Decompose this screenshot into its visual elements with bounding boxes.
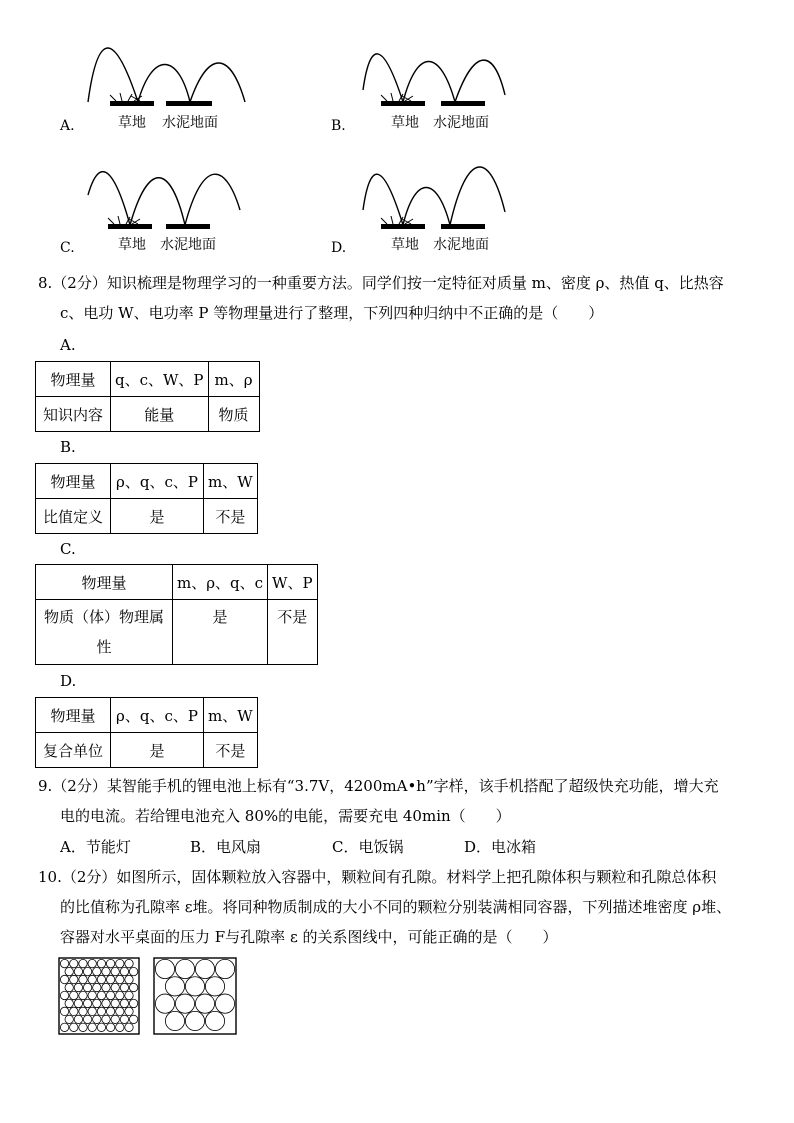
bounce-figure-d <box>355 150 515 240</box>
particle <box>106 991 114 999</box>
table-row <box>36 362 260 397</box>
table-row <box>36 600 318 665</box>
particle <box>125 991 133 999</box>
question-8-line1: 8.（2分）知识梳理是物理学习的一种重要方法。同学们按一定特征对质量 m、密度 ρ、热值 q、比热容 <box>38 274 724 292</box>
table-cell: ρ、q、c、P <box>111 464 204 499</box>
particle <box>83 999 91 1007</box>
bounce-figure-b <box>355 40 515 120</box>
particle <box>111 999 119 1007</box>
particle <box>60 975 68 983</box>
particle <box>83 1015 91 1023</box>
particle <box>116 959 124 967</box>
particle <box>155 959 174 978</box>
particle <box>125 975 133 983</box>
particle <box>205 1011 224 1030</box>
particle <box>97 959 105 967</box>
particle <box>88 959 96 967</box>
particle <box>65 1015 73 1023</box>
particle <box>65 999 73 1007</box>
particle <box>129 999 137 1007</box>
bounce-figure-a <box>80 40 250 120</box>
cement-label: 水泥地面 <box>433 237 489 253</box>
particle <box>97 975 105 983</box>
q8-option-c-letter: C. <box>60 540 76 558</box>
table-cell: 物质 <box>208 397 259 432</box>
particle <box>116 991 124 999</box>
particle <box>129 983 137 991</box>
particle <box>74 983 82 991</box>
particle <box>111 967 119 975</box>
particle <box>175 959 194 978</box>
particle <box>111 1015 119 1023</box>
particle <box>60 1023 68 1031</box>
particle <box>195 959 214 978</box>
option-letter: C. <box>60 240 75 256</box>
bounce-figure-c <box>80 160 250 240</box>
particle <box>79 1023 87 1031</box>
table-cell: 能量 <box>111 397 209 432</box>
particle <box>165 977 184 996</box>
particle <box>125 959 133 967</box>
table-cell: 比值定义 <box>36 499 111 534</box>
particle <box>79 1007 87 1015</box>
particle <box>102 983 110 991</box>
particle <box>88 991 96 999</box>
table-cell: m、ρ、q、c <box>173 565 268 600</box>
table-cell: 物理量 <box>36 565 173 600</box>
particle <box>129 1015 137 1023</box>
q8-option-a-table <box>35 361 260 432</box>
cement-label: 水泥地面 <box>433 115 489 131</box>
particle <box>106 975 114 983</box>
q9-option-b: B．电风扇 <box>190 838 262 856</box>
particle <box>83 967 91 975</box>
option-letter: B. <box>331 118 346 134</box>
particle <box>125 1023 133 1031</box>
particle <box>93 1015 101 1023</box>
particle <box>111 983 119 991</box>
q9-option-d: D．电冰箱 <box>464 838 537 856</box>
table-row <box>36 499 258 534</box>
question-10 <box>38 862 768 952</box>
particle <box>93 999 101 1007</box>
particle <box>120 999 128 1007</box>
particle <box>120 1015 128 1023</box>
particle <box>83 983 91 991</box>
particle <box>88 975 96 983</box>
particle <box>93 967 101 975</box>
question-10-line3: 容器对水平桌面的压力 F与孔隙率 ε 的关系图线中，可能正确的是（ ） <box>60 928 558 946</box>
table-cell: m、W <box>204 698 258 733</box>
table-row <box>36 698 258 733</box>
question-9 <box>38 771 768 831</box>
grass-label: 草地 <box>118 115 146 131</box>
cement-label: 水泥地面 <box>160 237 216 253</box>
particle <box>185 977 204 996</box>
particle <box>116 975 124 983</box>
q8-option-b-letter: B. <box>60 438 76 456</box>
particle <box>97 991 105 999</box>
table-cell: m、W <box>204 464 258 499</box>
option-letter: A. <box>60 118 75 134</box>
question-9-line1: 9.（2分）某智能手机的锂电池上标有“3.7V，4200mA•h”字样，该手机搭配了超级快充功能，增大充 <box>38 777 719 795</box>
particle <box>106 959 114 967</box>
table-cell: 是 <box>173 600 268 665</box>
table-cell: 不是 <box>204 733 258 768</box>
particle <box>70 975 78 983</box>
grass-label: 草地 <box>391 115 419 131</box>
table-cell: m、ρ <box>208 362 259 397</box>
q9-option-c: C．电饭锅 <box>332 838 404 856</box>
table-row <box>36 397 260 432</box>
particle <box>116 1023 124 1031</box>
particle <box>70 991 78 999</box>
particle <box>120 983 128 991</box>
particle <box>205 977 224 996</box>
table-cell: 不是 <box>268 600 318 665</box>
particle <box>129 967 137 975</box>
particle <box>106 1023 114 1031</box>
particle <box>70 1007 78 1015</box>
table-cell: 不是 <box>204 499 258 534</box>
table-cell: 物质（体）物理属性 <box>36 600 173 665</box>
cement-label: 水泥地面 <box>162 115 218 131</box>
table-cell: ρ、q、c、P <box>111 698 204 733</box>
table-cell: 复合单位 <box>36 733 111 768</box>
particle <box>102 999 110 1007</box>
particle <box>74 1015 82 1023</box>
q8-option-d-letter: D. <box>60 672 77 690</box>
table-cell: 物理量 <box>36 362 111 397</box>
particle <box>79 959 87 967</box>
particle <box>195 994 214 1013</box>
table-cell: 是 <box>111 499 204 534</box>
particle <box>65 983 73 991</box>
table-cell: 是 <box>111 733 204 768</box>
particle <box>102 1015 110 1023</box>
question-8-line2: c、电功 W、电功率 P 等物理量进行了整理，下列四种归纳中不正确的是（ ） <box>60 304 604 322</box>
particle <box>120 967 128 975</box>
table-row <box>36 565 318 600</box>
particle <box>165 1011 184 1030</box>
particle <box>60 1007 68 1015</box>
question-10-line1: 10.（2分）如图所示，固体颗粒放入容器中，颗粒间有孔隙。材料学上把孔隙体积与颗粒和孔隙总体积 <box>38 868 717 886</box>
table-cell: 物理量 <box>36 698 111 733</box>
table-row <box>36 733 258 768</box>
question-8 <box>38 268 768 328</box>
particle <box>88 1007 96 1015</box>
particle <box>79 991 87 999</box>
particle <box>97 1023 105 1031</box>
particle <box>65 967 73 975</box>
particle <box>215 994 234 1013</box>
question-9-line2: 电的电流。若给锂电池充入 80%的电能，需要充电 40min（ ） <box>60 807 511 825</box>
particle <box>88 1023 96 1031</box>
table-cell: 知识内容 <box>36 397 111 432</box>
container-small-particles <box>58 957 140 1035</box>
question-10-line2: 的比值称为孔隙率 ε堆。将同种物质制成的大小不同的颗粒分别装满相同容器，下列描述堆密度 ρ堆、 <box>60 898 732 916</box>
q8-option-c-table <box>35 564 318 665</box>
particle <box>70 959 78 967</box>
particle <box>97 1007 105 1015</box>
grass-label: 草地 <box>391 237 419 253</box>
container-large-particles <box>153 957 237 1035</box>
q8-option-d-table <box>35 697 258 768</box>
particle <box>74 967 82 975</box>
particle <box>102 967 110 975</box>
particle <box>60 959 68 967</box>
particle <box>93 983 101 991</box>
option-letter: D. <box>331 240 347 256</box>
particle <box>74 999 82 1007</box>
particle <box>79 975 87 983</box>
table-cell: 物理量 <box>36 464 111 499</box>
particle <box>125 1007 133 1015</box>
table-row <box>36 464 258 499</box>
particle <box>175 994 194 1013</box>
table-cell: W、P <box>268 565 318 600</box>
particle <box>215 959 234 978</box>
q9-option-a: A．节能灯 <box>60 838 131 856</box>
particle <box>155 994 174 1013</box>
particle <box>60 991 68 999</box>
particle <box>185 1011 204 1030</box>
q8-option-b-table <box>35 463 258 534</box>
particle <box>70 1023 78 1031</box>
q8-option-a-letter: A. <box>60 336 76 354</box>
grass-label: 草地 <box>118 237 146 253</box>
particle <box>106 1007 114 1015</box>
particle <box>116 1007 124 1015</box>
table-cell: q、c、W、P <box>111 362 209 397</box>
